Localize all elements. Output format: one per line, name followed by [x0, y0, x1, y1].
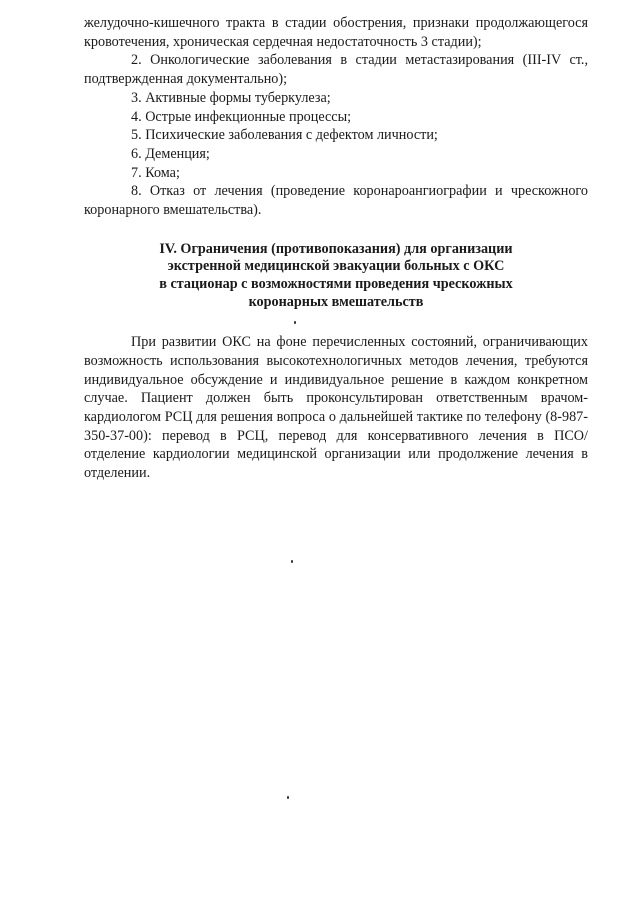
body-paragraph: При развитии ОКС на фоне перечисленных состояний, ограничивающих возможность использования высокотехнологичных методов лечения, требуются индивидуальное обсуждение и индивидуальное решение в каждом конкретном случае. Пациент должен быть проконсультирован ответственным врачом-кардиологом РСЦ для решения вопроса о дальнейшей тактике по телефону (8-987-350-37-00): перевод в РСЦ, перевод для консервативного лечения в ПСО/отделение кардиологии медицинской организации или продолжение лечения в отделении.: [84, 334, 588, 482]
scan-speck: [294, 321, 296, 324]
section-heading: [84, 241, 588, 311]
list-item-mental-illness: 5. Психические заболевания с дефектом личности;: [131, 127, 438, 144]
document-body: [84, 14, 588, 483]
section-heading-line: коронарных вмешательств: [248, 293, 424, 310]
list-item-dementia: 6. Деменция;: [131, 145, 210, 162]
section-heading-line: IV. Ограничения (противопоказания) для организации: [159, 240, 513, 257]
list-item-refusal: 8. Отказ от лечения (проведение коронароангиографии и чрескожного коронарного вмешательства).: [84, 183, 588, 219]
section-heading-line: в стационар с возможностями проведения чрескожных: [159, 275, 513, 292]
list-item-infections: 4. Острые инфекционные процессы;: [131, 108, 352, 125]
scan-speck: [287, 796, 289, 799]
scan-speck: [291, 560, 293, 563]
list-item-coma: 7. Кома;: [131, 164, 180, 181]
intro-continuation: желудочно-кишечного тракта в стадии обострения, признаки продолжающегося кровотечения, хроническая сердечная недостаточность 3 стадии);: [84, 15, 588, 50]
list-item-oncology: 2. Онкологические заболевания в стадии метастазирования (III-IV ст., подтвержденная документально);: [84, 52, 588, 88]
section-heading-line: экстренной медицинской эвакуации больных с ОКС: [167, 258, 505, 275]
list-item-tuberculosis: 3. Активные формы туберкулеза;: [131, 89, 331, 106]
